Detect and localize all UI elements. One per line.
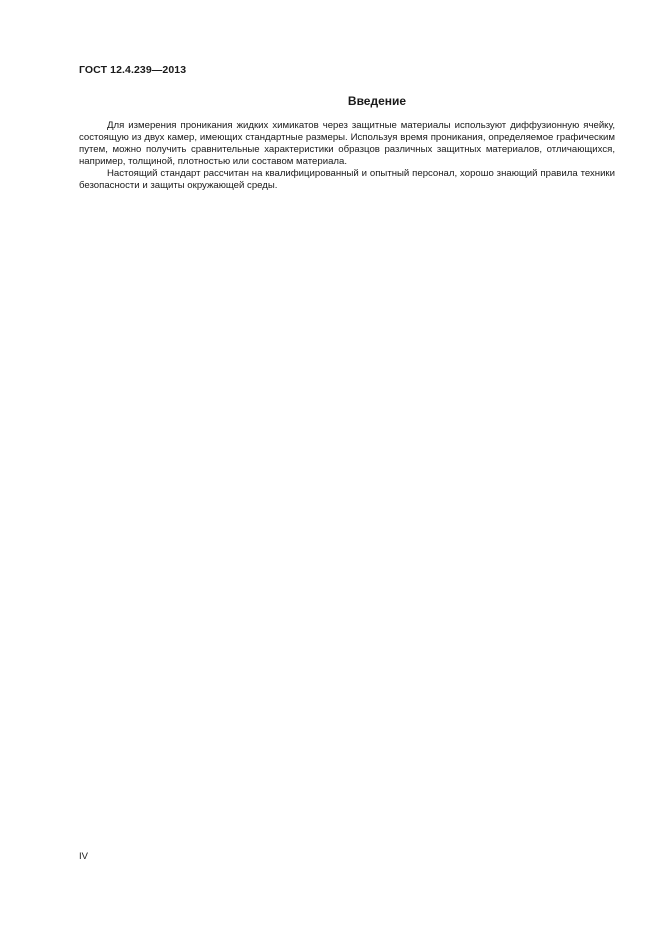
standard-code-header: ГОСТ 12.4.239—2013 [79, 64, 187, 76]
paragraph: Для измерения проникания жидких химикатов через защитные материалы используют диффузионную ячейку, состоящую из двух камер, имеющих стандартные размеры. Используя время проникания, определяемое графическим путем, можно получить сравнительные характеристики образцов различных защитных материалов, отличающихся, например, толщиной, плотностью или составом материала. [79, 120, 615, 167]
section-title: Введение [347, 94, 407, 108]
section-body [79, 120, 615, 192]
paragraph: Настоящий стандарт рассчитан на квалифицированный и опытный персонал, хорошо знающий правила техники безопасности и защиты окружающей среды. [79, 168, 615, 191]
page-number: IV [79, 851, 88, 862]
